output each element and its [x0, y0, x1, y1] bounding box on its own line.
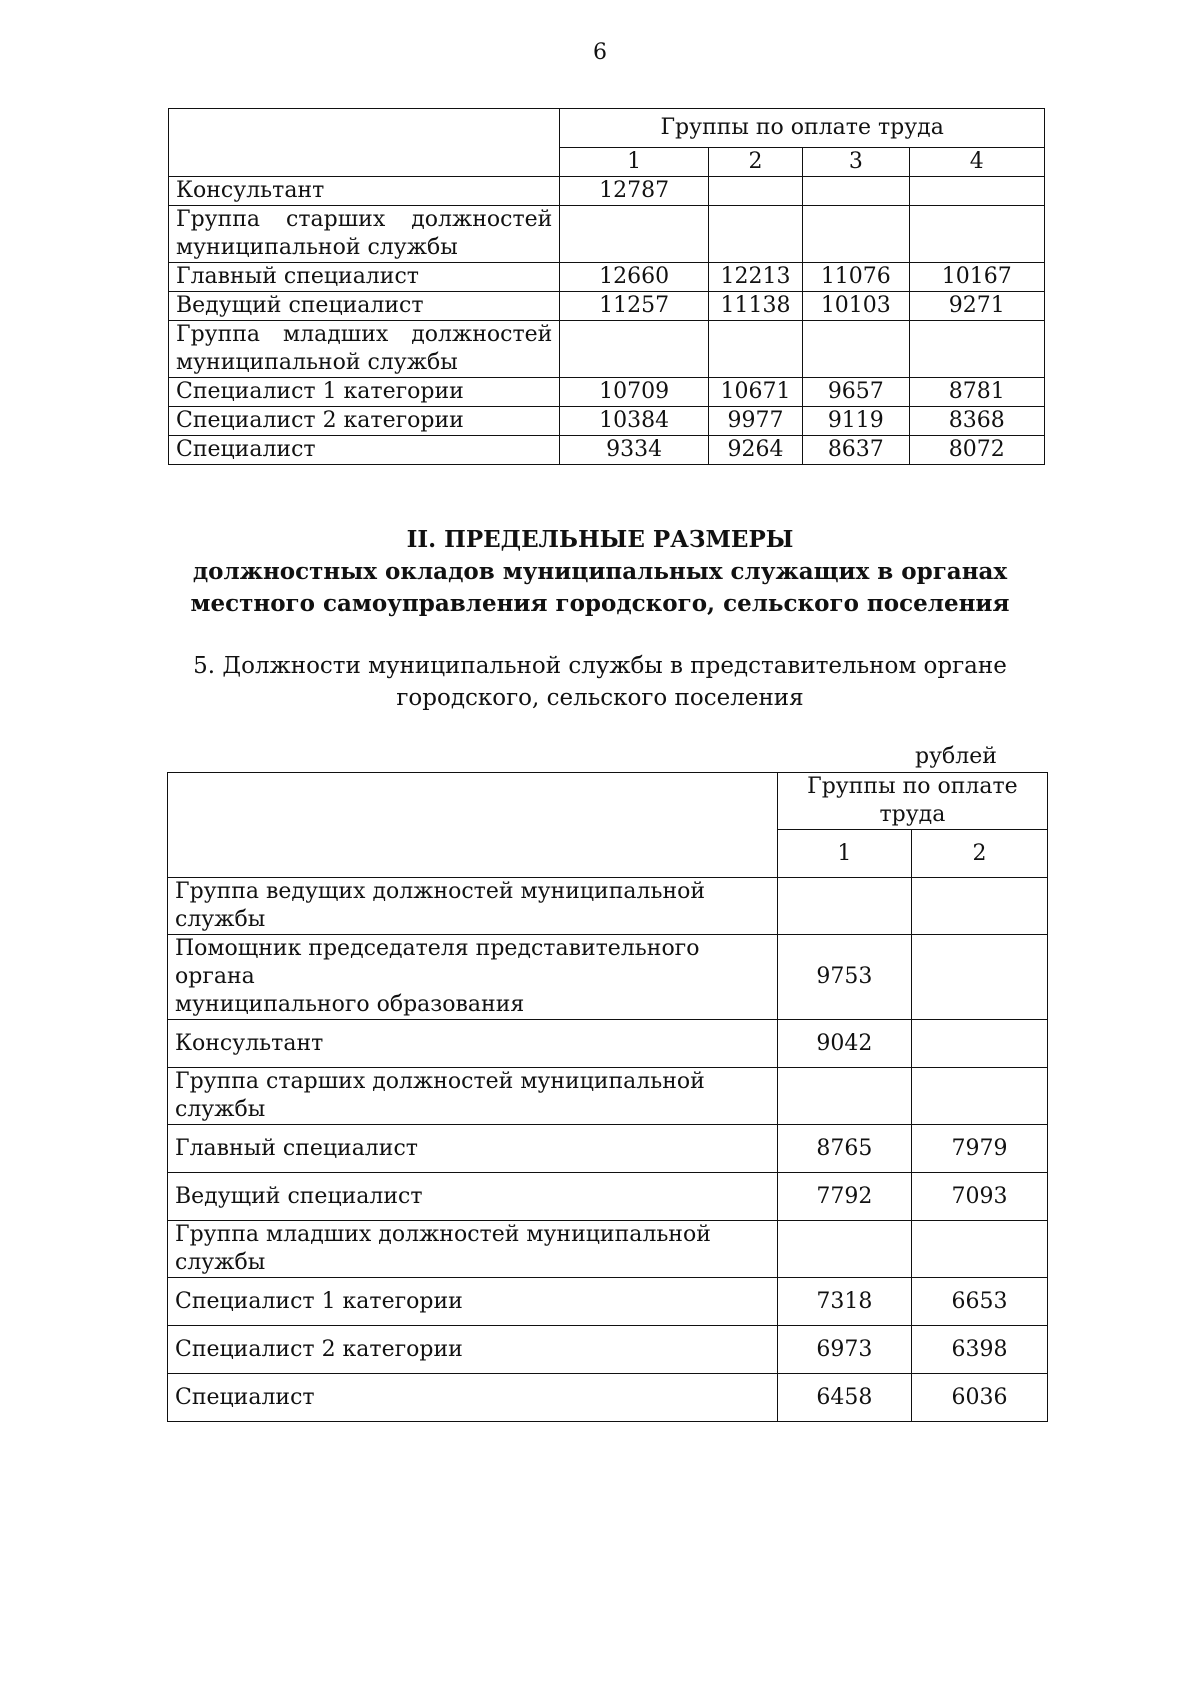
salary-table-2: [167, 772, 1048, 1422]
table-row: [169, 263, 1045, 292]
cell-value: 8072: [909, 436, 1045, 465]
row-label: Группа ведущих должностей муниципальной службы: [168, 878, 778, 935]
cell-value: 9753: [777, 935, 911, 1020]
cell-value: 10167: [909, 263, 1045, 292]
cell-value: [803, 177, 909, 206]
cell-value: 9334: [560, 436, 709, 465]
cell-value: [911, 1221, 1047, 1278]
table2-col-header: 2: [911, 830, 1047, 878]
table-row: [168, 1326, 1048, 1374]
cell-value: 12213: [708, 263, 802, 292]
cell-value: 9042: [777, 1020, 911, 1068]
cell-value: 7318: [777, 1278, 911, 1326]
row-label-line: муниципальной службы: [176, 350, 458, 375]
table-row: [168, 1221, 1048, 1278]
table-row: [168, 1278, 1048, 1326]
cell-value: 11138: [708, 292, 802, 321]
row-label: Главный специалист: [169, 263, 560, 292]
cell-value: [708, 177, 802, 206]
cell-value: 8637: [803, 436, 909, 465]
cell-value: 6653: [911, 1278, 1047, 1326]
table-row: [169, 436, 1045, 465]
table-row: [168, 1374, 1048, 1422]
row-label: Ведущий специалист: [168, 1173, 778, 1221]
unit-label: рублей: [915, 744, 997, 769]
cell-value: 10671: [708, 378, 802, 407]
cell-value: 6036: [911, 1374, 1047, 1422]
cell-value: [911, 878, 1047, 935]
section-heading-line: должностных окладов муниципальных служащих в органах: [192, 558, 1008, 585]
row-label: [169, 206, 560, 263]
cell-value: 12660: [560, 263, 709, 292]
row-label: Главный специалист: [168, 1125, 778, 1173]
table-row: [168, 1125, 1048, 1173]
table-row: [169, 177, 1045, 206]
cell-value: [708, 321, 802, 378]
table1-col-header: 1: [560, 148, 709, 177]
section-heading: II. ПРЕДЕЛЬНЫЕ РАЗМЕРЫ: [406, 526, 794, 553]
cell-value: 7979: [911, 1125, 1047, 1173]
table1-col-header: 3: [803, 148, 909, 177]
cell-value: 9119: [803, 407, 909, 436]
cell-value: 10103: [803, 292, 909, 321]
cell-value: 6458: [777, 1374, 911, 1422]
cell-value: 9264: [708, 436, 802, 465]
row-label-line: муниципального образования: [175, 992, 525, 1017]
table-row: [168, 1068, 1048, 1125]
cell-value: [777, 878, 911, 935]
cell-value: 7792: [777, 1173, 911, 1221]
cell-value: [911, 1020, 1047, 1068]
row-label: [168, 935, 778, 1020]
row-label: Группа старших должностей муниципальной службы: [168, 1068, 778, 1125]
section-heading-line: местного самоуправления городского, сельского поселения: [190, 590, 1010, 617]
table1-col-header: 4: [909, 148, 1045, 177]
row-label: Консультант: [168, 1020, 778, 1068]
table-row: [169, 407, 1045, 436]
cell-value: 9657: [803, 378, 909, 407]
table-row: [168, 935, 1048, 1020]
table-row: [169, 292, 1045, 321]
cell-value: 12787: [560, 177, 709, 206]
cell-value: [909, 321, 1045, 378]
table1-group-header: Группы по оплате труда: [560, 109, 1045, 148]
table2-empty-header: [168, 773, 778, 878]
row-label: Специалист 2 категории: [168, 1326, 778, 1374]
cell-value: 10384: [560, 407, 709, 436]
cell-value: [909, 206, 1045, 263]
row-label: Специалист 2 категории: [169, 407, 560, 436]
cell-value: [911, 935, 1047, 1020]
row-label-line: Группа старших должностей: [176, 207, 553, 232]
cell-value: 9977: [708, 407, 802, 436]
row-label: Консультант: [169, 177, 560, 206]
table1-col-header: 2: [708, 148, 802, 177]
cell-value: 8781: [909, 378, 1045, 407]
cell-value: [911, 1068, 1047, 1125]
table-row: [168, 1020, 1048, 1068]
cell-value: [560, 206, 709, 263]
row-label: [169, 321, 560, 378]
row-label: Ведущий специалист: [169, 292, 560, 321]
table1-empty-header: [169, 109, 560, 177]
cell-value: 11257: [560, 292, 709, 321]
table-row: [169, 378, 1045, 407]
cell-value: 8368: [909, 407, 1045, 436]
row-label-line: Помощник председателя представительного органа: [175, 936, 700, 989]
table-row: [169, 321, 1045, 378]
row-label: Специалист: [169, 436, 560, 465]
cell-value: 7093: [911, 1173, 1047, 1221]
cell-value: 11076: [803, 263, 909, 292]
row-label: Специалист 1 категории: [168, 1278, 778, 1326]
cell-value: 6398: [911, 1326, 1047, 1374]
cell-value: [803, 206, 909, 263]
cell-value: 9271: [909, 292, 1045, 321]
cell-value: 10709: [560, 378, 709, 407]
cell-value: [803, 321, 909, 378]
cell-value: [708, 206, 802, 263]
table-row: [168, 1173, 1048, 1221]
cell-value: [777, 1068, 911, 1125]
table2-col-header: 1: [777, 830, 911, 878]
cell-value: [777, 1221, 911, 1278]
row-label: Специалист: [168, 1374, 778, 1422]
table-row: [169, 206, 1045, 263]
cell-value: [909, 177, 1045, 206]
cell-value: 6973: [777, 1326, 911, 1374]
row-label-line: муниципальной службы: [176, 235, 458, 260]
table-row: [168, 878, 1048, 935]
cell-value: [560, 321, 709, 378]
row-label-line: Группа младших должностей: [176, 322, 553, 347]
row-label: Специалист 1 категории: [169, 378, 560, 407]
subsection-title: 5. Должности муниципальной службы в представительном органе: [193, 653, 1007, 679]
table2-group-header: Группы по оплате труда: [777, 773, 1047, 830]
cell-value: 8765: [777, 1125, 911, 1173]
page-number: 6: [593, 40, 607, 65]
subsection-title-line: городского, сельского поселения: [396, 685, 804, 711]
row-label: Группа младших должностей муниципальной службы: [168, 1221, 778, 1278]
salary-table-1: [168, 108, 1045, 465]
